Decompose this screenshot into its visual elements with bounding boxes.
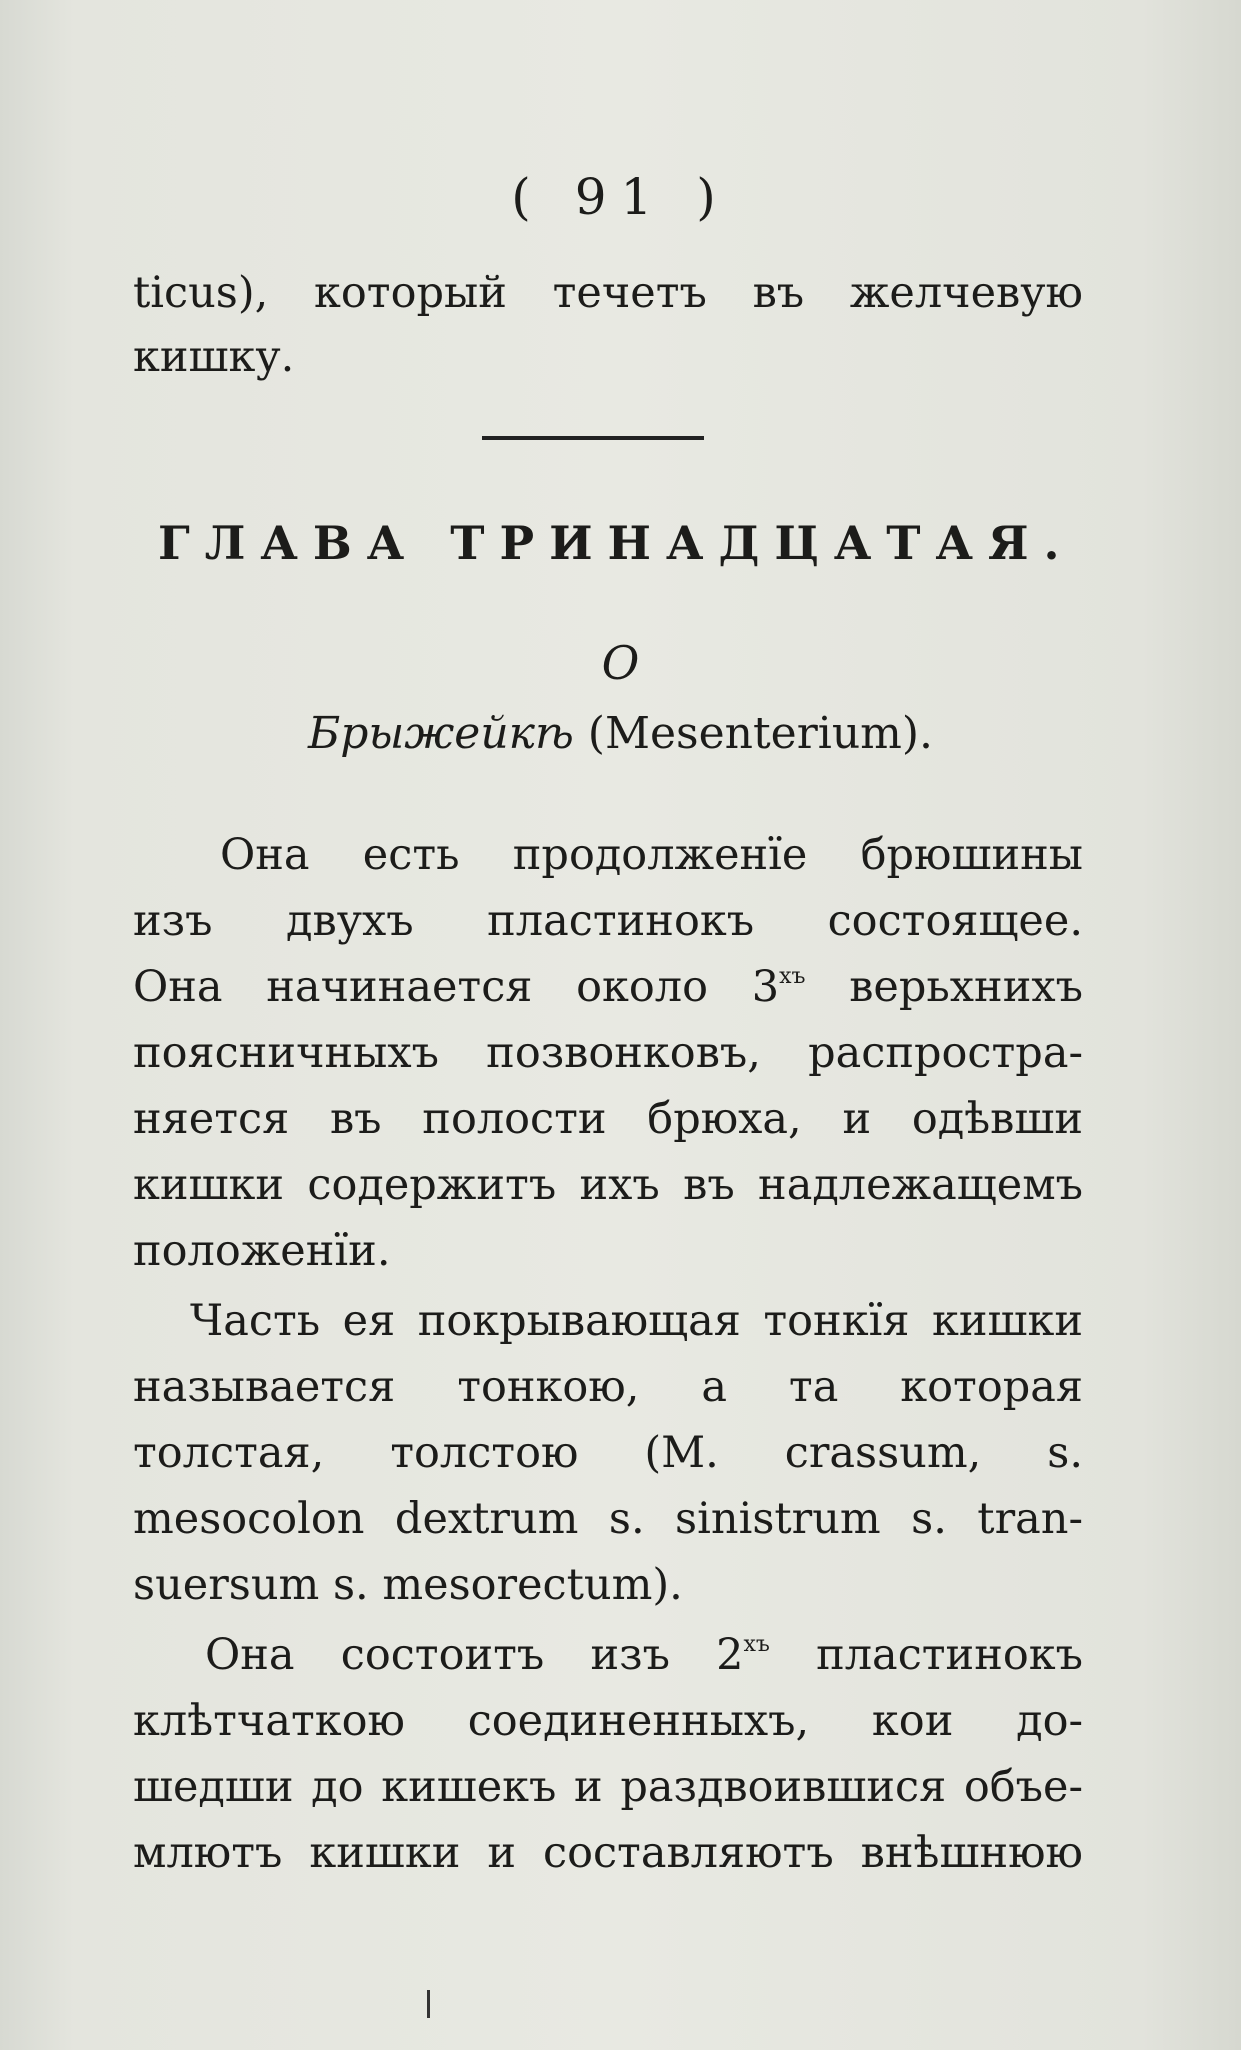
paragraph2-line-2: называется тонкою, а та которая <box>133 1362 1083 1412</box>
chapter-subject-russian: Брыжейкѣ <box>307 708 574 759</box>
continuation-line-1: ticus), который течетъ въ желчевую <box>133 268 1083 318</box>
paragraph3-line-1-text: Она состоитъ изъ 2 <box>205 1630 744 1680</box>
paragraph1-line-1: Она есть продолженїе брюшины <box>220 830 1083 880</box>
paragraph3-line-1 <box>205 1630 1084 1680</box>
paragraph3-line-3: шедши до кишекъ и раздвоившися объе- <box>133 1762 1083 1812</box>
paragraph3-line-1-tail: пластинокъ <box>769 1630 1084 1680</box>
paragraph1-line-3-tail: верьхнихъ <box>805 962 1083 1012</box>
paragraph2-line-4: mesocolon dextrum s. sinistrum s. tran- <box>133 1494 1083 1544</box>
chapter-subject <box>0 708 1241 759</box>
ordinal-suffix: хъ <box>779 964 806 989</box>
section-divider <box>482 436 704 440</box>
paragraph2-line-1: Часть ея покрывающая тонкїя кишки <box>190 1296 1083 1346</box>
paragraph1-line-2: изъ двухъ пластинокъ состоящее. <box>133 896 1083 946</box>
paragraph1-line-4: поясничныхъ позвонковъ, распростра- <box>133 1028 1083 1078</box>
paragraph3-line-2: клѣтчаткою соединенныхъ, кои до- <box>133 1696 1083 1746</box>
paragraph1-line-3 <box>133 962 1083 1012</box>
paragraph1-line-6: кишки содержитъ ихъ въ надлежащемъ <box>133 1160 1083 1210</box>
print-mark <box>427 1990 430 2018</box>
chapter-about: О <box>601 636 640 690</box>
paragraph2-line-3: толстая, толстою (M. crassum, s. <box>133 1428 1083 1478</box>
paragraph1-line-5: няется въ полости брюха, и одѣвши <box>133 1094 1083 1144</box>
page-header: ( 91 ) <box>511 168 730 226</box>
continuation-line-2: кишку. <box>133 332 295 382</box>
paragraph1-line-3-text: Она начинается около 3 <box>133 962 780 1012</box>
paragraph2-line-5: suersum s. mesorectum). <box>133 1560 683 1610</box>
ordinal-suffix: хъ <box>743 1632 770 1657</box>
page-number: 91 <box>574 168 667 226</box>
chapter-title: ГЛАВА ТРИНАДЦАТАЯ. <box>158 516 1075 570</box>
chapter-subject-latin: (Mesenterium). <box>587 708 934 759</box>
paragraph1-line-7: положенїи. <box>133 1226 391 1276</box>
paragraph3-line-4: млютъ кишки и составляютъ внѣшнюю <box>133 1828 1083 1878</box>
